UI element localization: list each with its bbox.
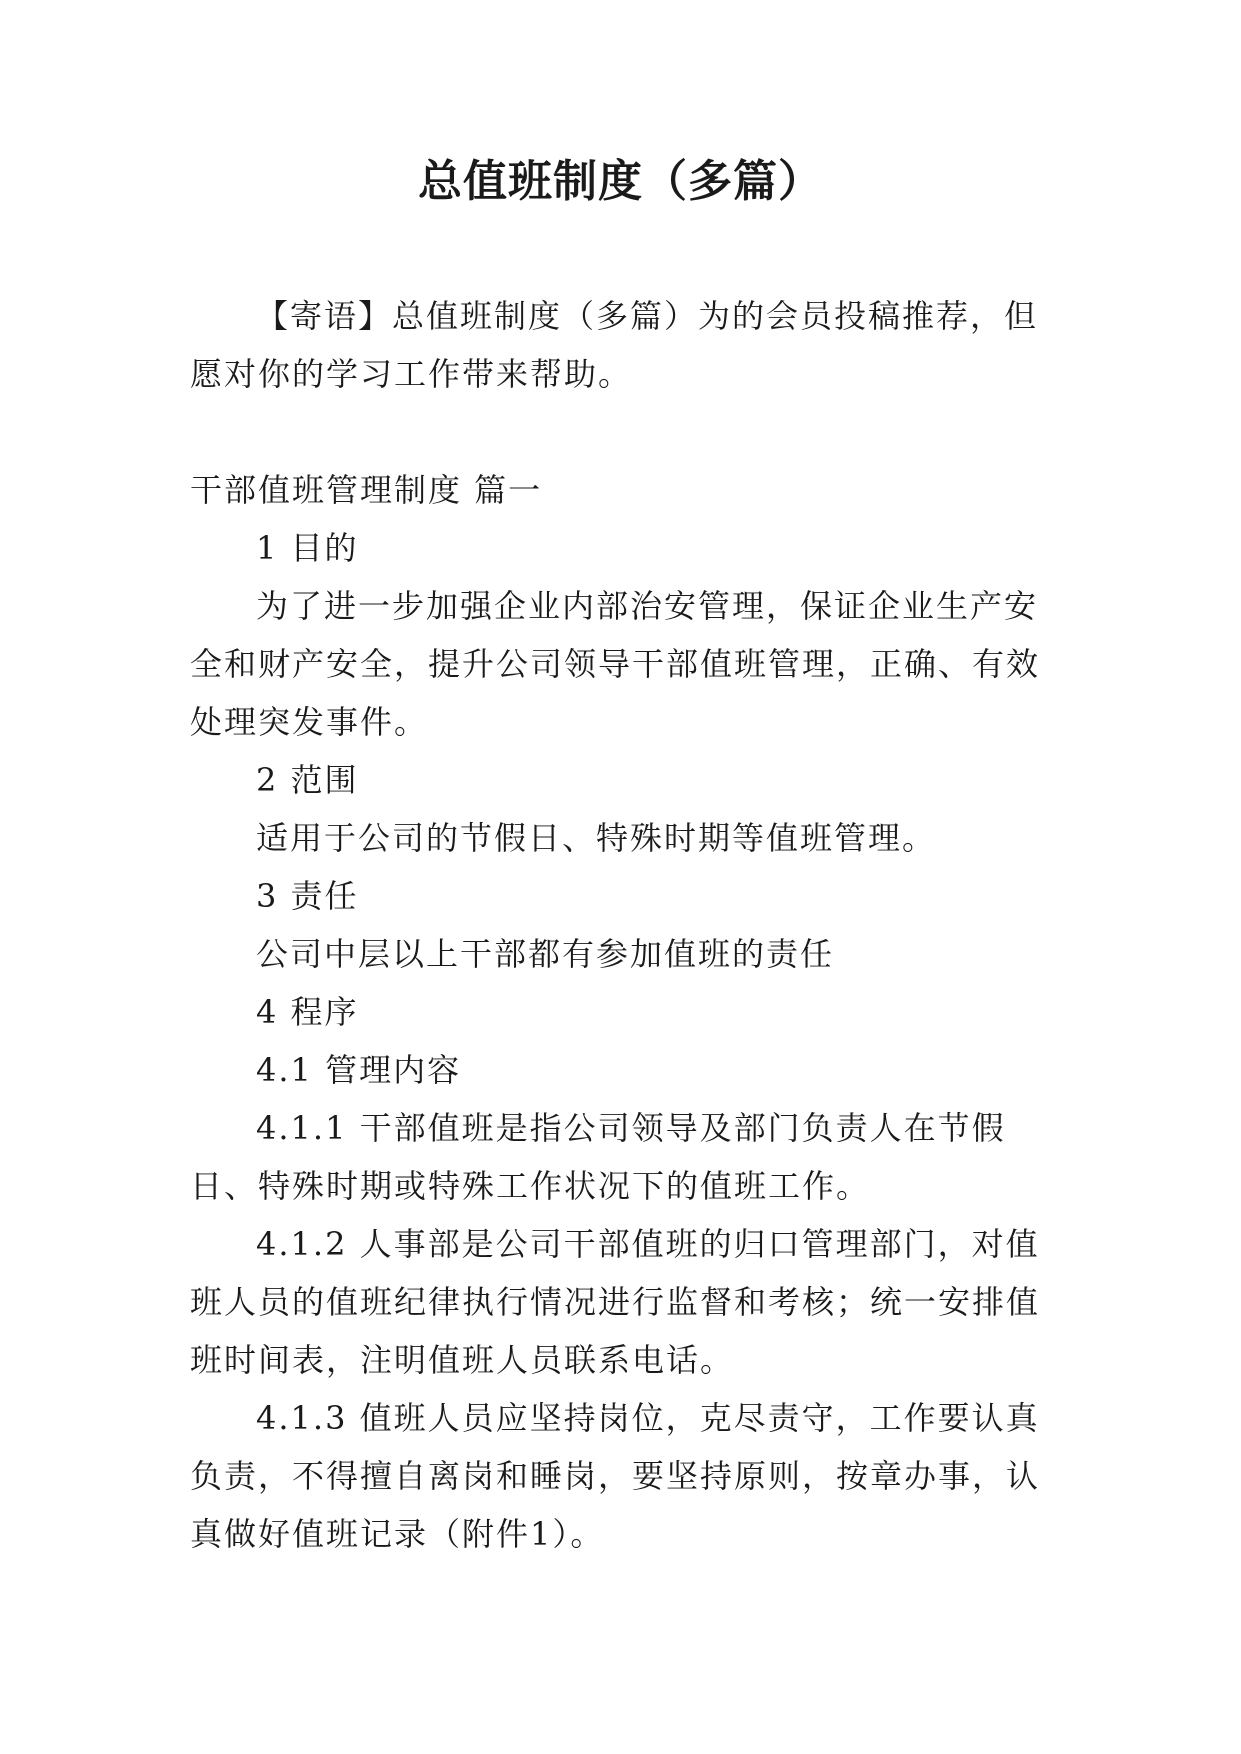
paragraph-management-heading: 4.1 管理内容 [256, 1051, 462, 1089]
paragraph-responsibility: 公司中层以上干部都有参加值班的责任 [256, 935, 835, 973]
section-heading: 干部值班管理制度 篇一 [190, 471, 543, 509]
paragraph-scope-heading: 2 范围 [256, 761, 359, 799]
paragraph-4-1-2: 4.1.2 人事部是公司干部值班的归口管理部门，对值班人员的值班纪律执行情况进行监督和考核；统一安排值班时间表，注明值班人员联系电话。 [190, 1225, 1041, 1379]
document-body [190, 287, 1060, 1563]
paragraph-procedure-heading: 4 程序 [256, 993, 359, 1031]
page-title: 总值班制度（多篇） [418, 156, 823, 207]
paragraph-responsibility-heading: 3 责任 [256, 877, 359, 915]
paragraph-4-1-1: 4.1.1 干部值班是指公司领导及部门负责人在节假日、特殊时期或特殊工作状况下的值班工作。 [190, 1109, 1006, 1205]
paragraph-purpose-heading: 1 目的 [256, 529, 359, 567]
intro-paragraph: 【寄语】总值班制度（多篇）为的会员投稿推荐，但愿对你的学习工作带来帮助。 [190, 297, 1039, 393]
paragraph-4-1-3: 4.1.3 值班人员应坚持岗位，克尽责守，工作要认真负责，不得擅自离岗和睡岗，要坚持原则，按章办事，认真做好值班记录（附件1）。 [190, 1399, 1041, 1553]
paragraph-purpose: 为了进一步加强企业内部治安管理，保证企业生产安全和财产安全，提升公司领导干部值班管理，正确、有效处理突发事件。 [190, 587, 1041, 741]
paragraph-scope: 适用于公司的节假日、特殊时期等值班管理。 [256, 819, 937, 857]
